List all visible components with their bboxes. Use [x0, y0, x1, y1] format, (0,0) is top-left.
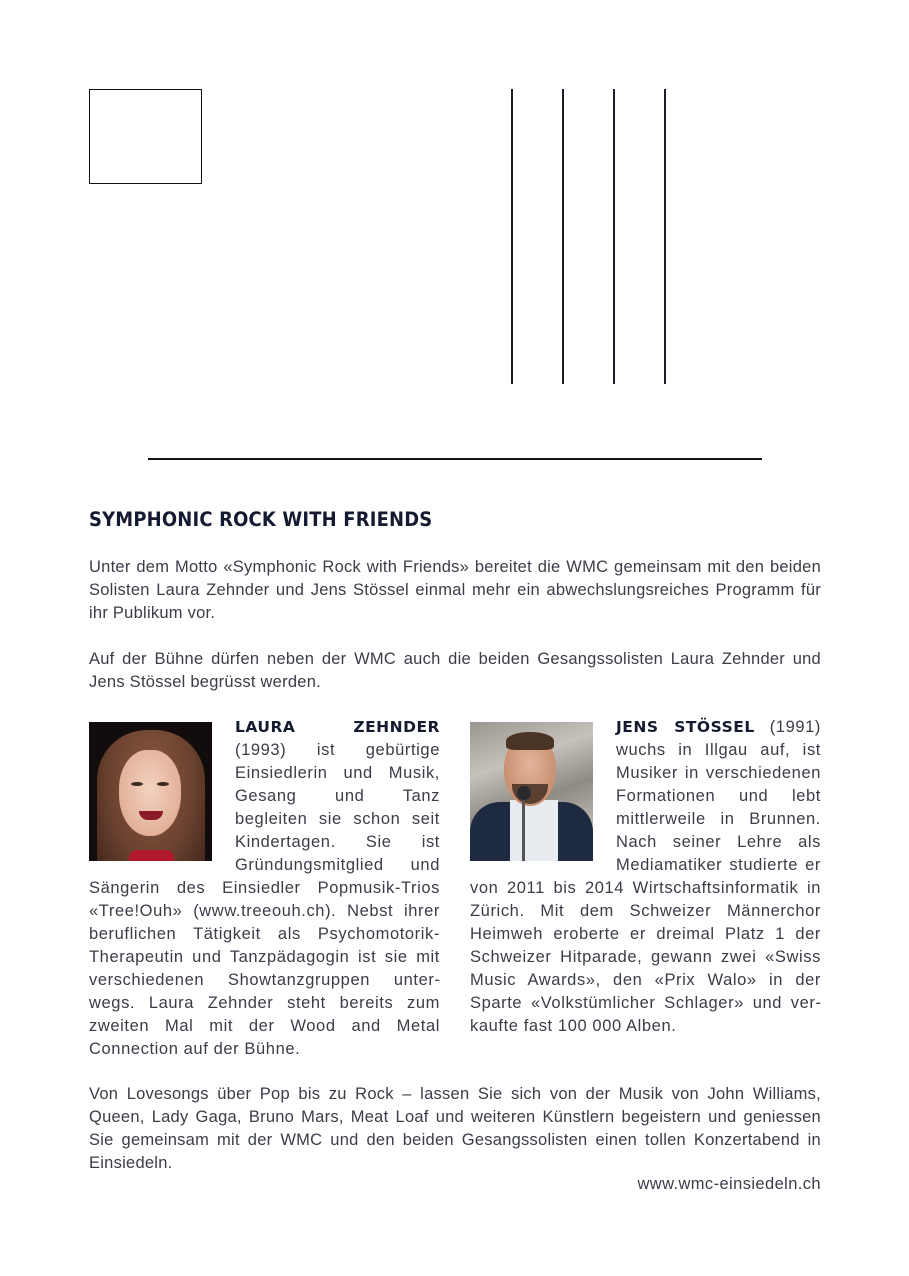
website-link[interactable]: www.wmc-einsiedeln.ch	[637, 1175, 821, 1193]
soloist-bio: wuchs in Illgau auf, ist Musiker in verschiedenen Formationen und lebt mittlerweile in Brunnen. Nach seiner Lehre als Mediamatiker studierte er von 2011 bis 2014 Wirtschaftsinformatik in Zürich. Mit dem Schweizer Männerchor Heimweh eroberte er dreimal Platz 1 der Schweizer Hitparade, gewann zwei «Swiss Music Awards», den «Prix Walo» in der Sparte «Volkstümlicher Schlager» und verkaufte fast 100 000 Alben.	[470, 741, 821, 1035]
soloist-birth-year: (1991)	[769, 718, 821, 736]
soloist-jens-stoessel	[470, 716, 821, 1038]
address-line	[664, 89, 666, 384]
address-line	[562, 89, 564, 384]
intro-paragraph: Unter dem Motto «Symphonic Rock with Friends» bereitet die WMC gemeinsam mit den beiden Solisten Laura Zehnder und Jens Stössel einmal mehr ein abwechslungsreiches Programm für ihr Publikum vor.	[89, 558, 821, 622]
address-line	[613, 89, 615, 384]
soloist-birth-year: (1993)	[235, 741, 287, 759]
fold-divider	[148, 458, 762, 460]
article-title: SYMPHONIC ROCK WITH FRIENDS	[89, 508, 433, 531]
intro-paragraph: Auf der Bühne dürfen neben der WMC auch die beiden Gesangssolisten Laura Zehnder und Jens Stössel begrüsst werden.	[89, 650, 821, 691]
soloist-name: LAURA ZEHNDER	[235, 718, 440, 736]
stamp-box	[89, 89, 202, 184]
jens-stoessel-photo	[470, 722, 593, 861]
closing-paragraph: Von Lovesongs über Pop bis zu Rock – lassen Sie sich von der Musik von John Williams, Queen, Lady Gaga, Bruno Mars, Meat Loaf und weiteren Künstlern begeistern und geniessen Sie gemeinsam mit der WMC und den beiden Gesangssolisten einen tollen Konzertabend in Einsiedeln.	[89, 1085, 821, 1172]
soloist-bio: ist gebürtige Einsiedlerin und Musik, Gesang und Tanz begleiten sie schon seit Kindertagen. Sie ist Gründungsmitglied und Sängerin des Einsiedler Popmusik-Trios «Tree!Ouh» (www.treeouh.ch). Nebst ihrer beruflichen Tätigkeit als Psychomotorik-Therapeutin und Tanzpädagogin ist sie mit verschiedenen Showtanzgruppen unterwegs. Laura Zehnder steht bereits zum zweiten Mal mit der Wood and Metal Connection auf der Bühne.	[89, 741, 440, 1058]
microphone-icon	[517, 786, 531, 800]
address-line	[511, 89, 513, 384]
soloist-name: JENS STÖSSEL	[616, 718, 755, 736]
soloist-laura-zehnder	[89, 716, 440, 1061]
laura-zehnder-photo	[89, 722, 212, 861]
